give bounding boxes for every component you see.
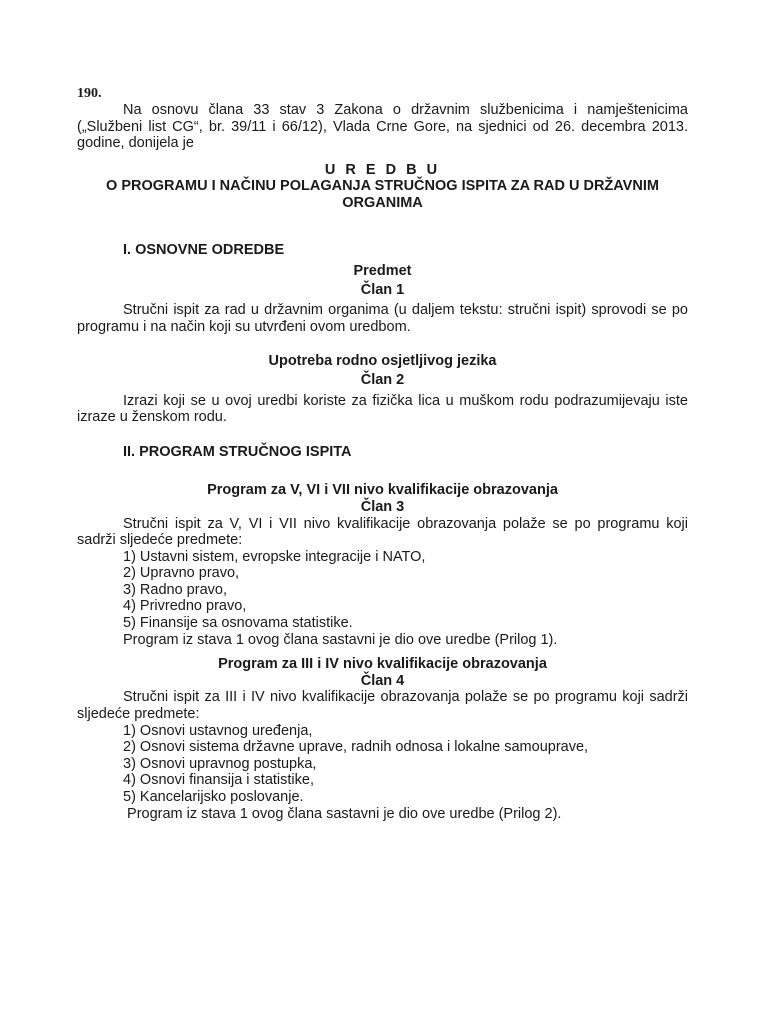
section-heading-1: I. OSNOVNE ODREDBE (123, 242, 285, 259)
spacer (77, 648, 688, 656)
spacer (77, 426, 688, 444)
article-4-item: 2) Osnovi sistema državne uprave, radnih odnosa i lokalne samouprave, (123, 739, 589, 756)
article-4-item: 5) Kancelarijsko poslovanje. (123, 789, 304, 805)
article-1-label: Član 1 (360, 281, 405, 298)
article-3-text: Stručni ispit za V, VI i VII nivo kvalifikacije obrazovanja polaže se po programu koji sadrži sljedeće predmete: (77, 515, 688, 549)
spacer (77, 212, 688, 242)
regulation-number: 190. (77, 86, 102, 101)
article-4-item: 3) Osnovi upravnog postupka, (123, 755, 317, 772)
article-3-item: 3) Radno pravo, (123, 581, 227, 598)
section-heading-2: II. PROGRAM STRUČNOG ISPITA (123, 443, 352, 460)
article-1-text: Stručni ispit za rad u državnim organima (u daljem tekstu: stručni ispit) sprovodi se po programu i na način koji su utvrđeni ovom uredbom. (77, 302, 688, 335)
article-4-text: Stručni ispit za III i IV nivo kvalifikacije obrazovanja polaže se po programu koji sadrži sljedeće predmete: (77, 689, 688, 723)
article-2-topic: Upotreba rodno osjetljivog jezika (268, 353, 497, 370)
spacer (77, 335, 688, 353)
article-4-item: 4) Osnovi finansija i statistike, (123, 772, 314, 789)
article-4-topic: Program za III i IV nivo kvalifikacije obrazovanja (218, 656, 547, 673)
article-3-closing: Program iz stava 1 ovog člana sastavni je dio ove uredbe (Prilog 1). (123, 631, 558, 648)
document-subtitle: O PROGRAMU I NAČINU POLAGANJA STRUČNOG ISPITA ZA RAD U DRŽAVNIM ORGANIMA (106, 178, 659, 212)
article-1-topic: Predmet (353, 262, 412, 279)
article-3-item: 4) Privredno pravo, (123, 598, 247, 615)
article-3-topic: Program za V, VI i VII nivo kvalifikacije obrazovanja (207, 482, 558, 499)
article-3-item: 5) Finansije sa osnovama statistike. (123, 615, 353, 632)
article-3-item: 1) Ustavni sistem, evropske integracije i NATO, (123, 548, 426, 565)
article-3-label: Član 3 (360, 498, 405, 515)
article-4-closing: Program iz stava 1 ovog člana sastavni je dio ove uredbe (Prilog 2). (123, 805, 562, 822)
article-2-label: Član 2 (360, 371, 405, 388)
article-4-label: Član 4 (360, 672, 405, 689)
article-2-text: Izrazi koji se u ovoj uredbi koriste za fizička lica u muškom rodu podrazumijevaju iste izraze u ženskom rodu. (77, 392, 688, 426)
article-4-item: 1) Osnovi ustavnog uređenja, (123, 722, 313, 739)
intro-paragraph: Na osnovu člana 33 stav 3 Zakona o državnim službenicima i namještenicima („Službeni list CG“, br. 39/11 i 66/12), Vlada Crne Gore, na sjednici od 26. decembra 2013. godine, donijela je (77, 102, 688, 152)
document-body (77, 86, 688, 822)
article-3-item: 2) Upravno pravo, (123, 565, 240, 582)
document-title: U R E D B U (324, 161, 441, 178)
